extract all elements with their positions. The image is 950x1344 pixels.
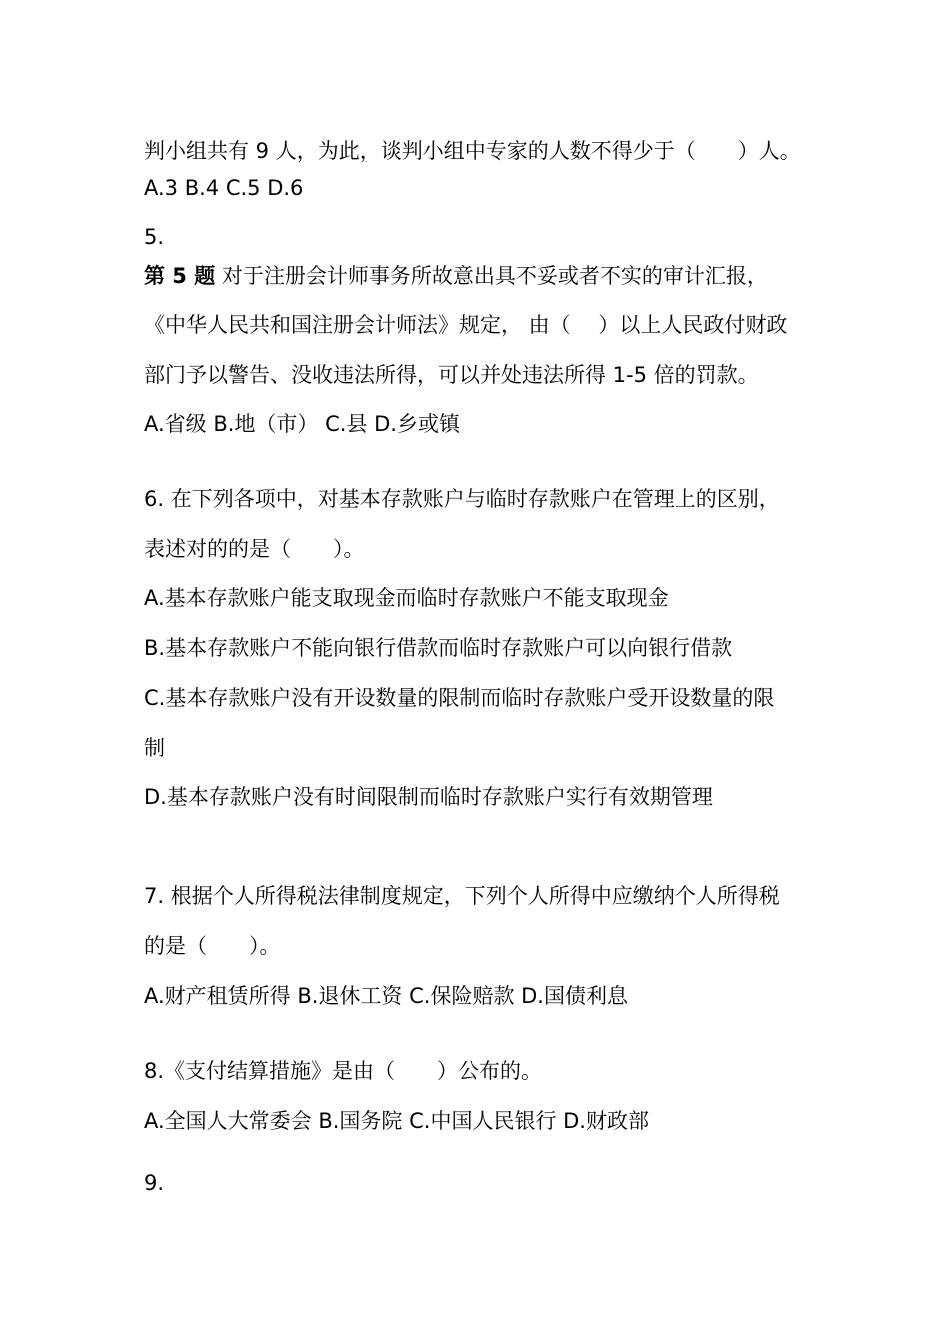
q6-option-c-tail: 制 [144, 736, 165, 760]
q9-number: 9. [144, 1171, 165, 1195]
q7-stem-line-1: 7. 根据个人所得税法律制度规定，下列个人所得中应缴纳个人所得税 [144, 884, 780, 908]
q4-options: A.3 B.4 C.5 D.6 [144, 176, 304, 200]
q6-option-b: B.基本存款账户不能向银行借款而临时存款账户可以向银行借款 [144, 636, 733, 660]
q5-stem-text: 对于注册会计师事务所故意出具不妥或者不实的审计汇报， [221, 264, 768, 288]
q6-option-a: A.基本存款账户能支取现金而临时存款账户不能支取现金 [144, 586, 669, 610]
q7-stem-line-2: 的是（ ）。 [144, 934, 281, 958]
q8-options: A.全国人大常委会 B.国务院 C.中国人民银行 D.财政部 [144, 1109, 649, 1133]
q6-option-d: D.基本存款账户没有时间限制而临时存款账户实行有效期管理 [144, 785, 713, 809]
q5-stem-line-3: 部门予以警告、没收违法所得，可以并处违法所得 1-5 倍的罚款。 [144, 363, 759, 387]
q8-stem: 8.《支付结算措施》是由（ ）公布的。 [144, 1059, 543, 1083]
q6-stem-line-1: 6. 在下列各项中，对基本存款账户与临时存款账户在管理上的区别， [144, 487, 780, 511]
q6-option-c: C.基本存款账户没有开设数量的限制而临时存款账户受开设数量的限 [144, 686, 775, 710]
q5-stem-line-1 [144, 262, 768, 290]
q4-stem-tail: 判小组共有 9 人，为此，谈判小组中专家的人数不得少于（ ）人。 [144, 139, 801, 163]
q5-label: 第 5 题 [144, 264, 216, 288]
q5-stem-line-2: 《中华人民共和国注册会计师法》规定， 由（ ）以上人民政付财政 [144, 313, 788, 337]
q6-stem-line-2: 表述对的的是（ ）。 [144, 537, 365, 561]
q5-number: 5. [144, 225, 165, 249]
q5-options: A.省级 B.地（市） C.县 D.乡或镇 [144, 412, 460, 436]
q7-options: A.财产租赁所得 B.退休工资 C.保险赔款 D.国债利息 [144, 984, 628, 1008]
